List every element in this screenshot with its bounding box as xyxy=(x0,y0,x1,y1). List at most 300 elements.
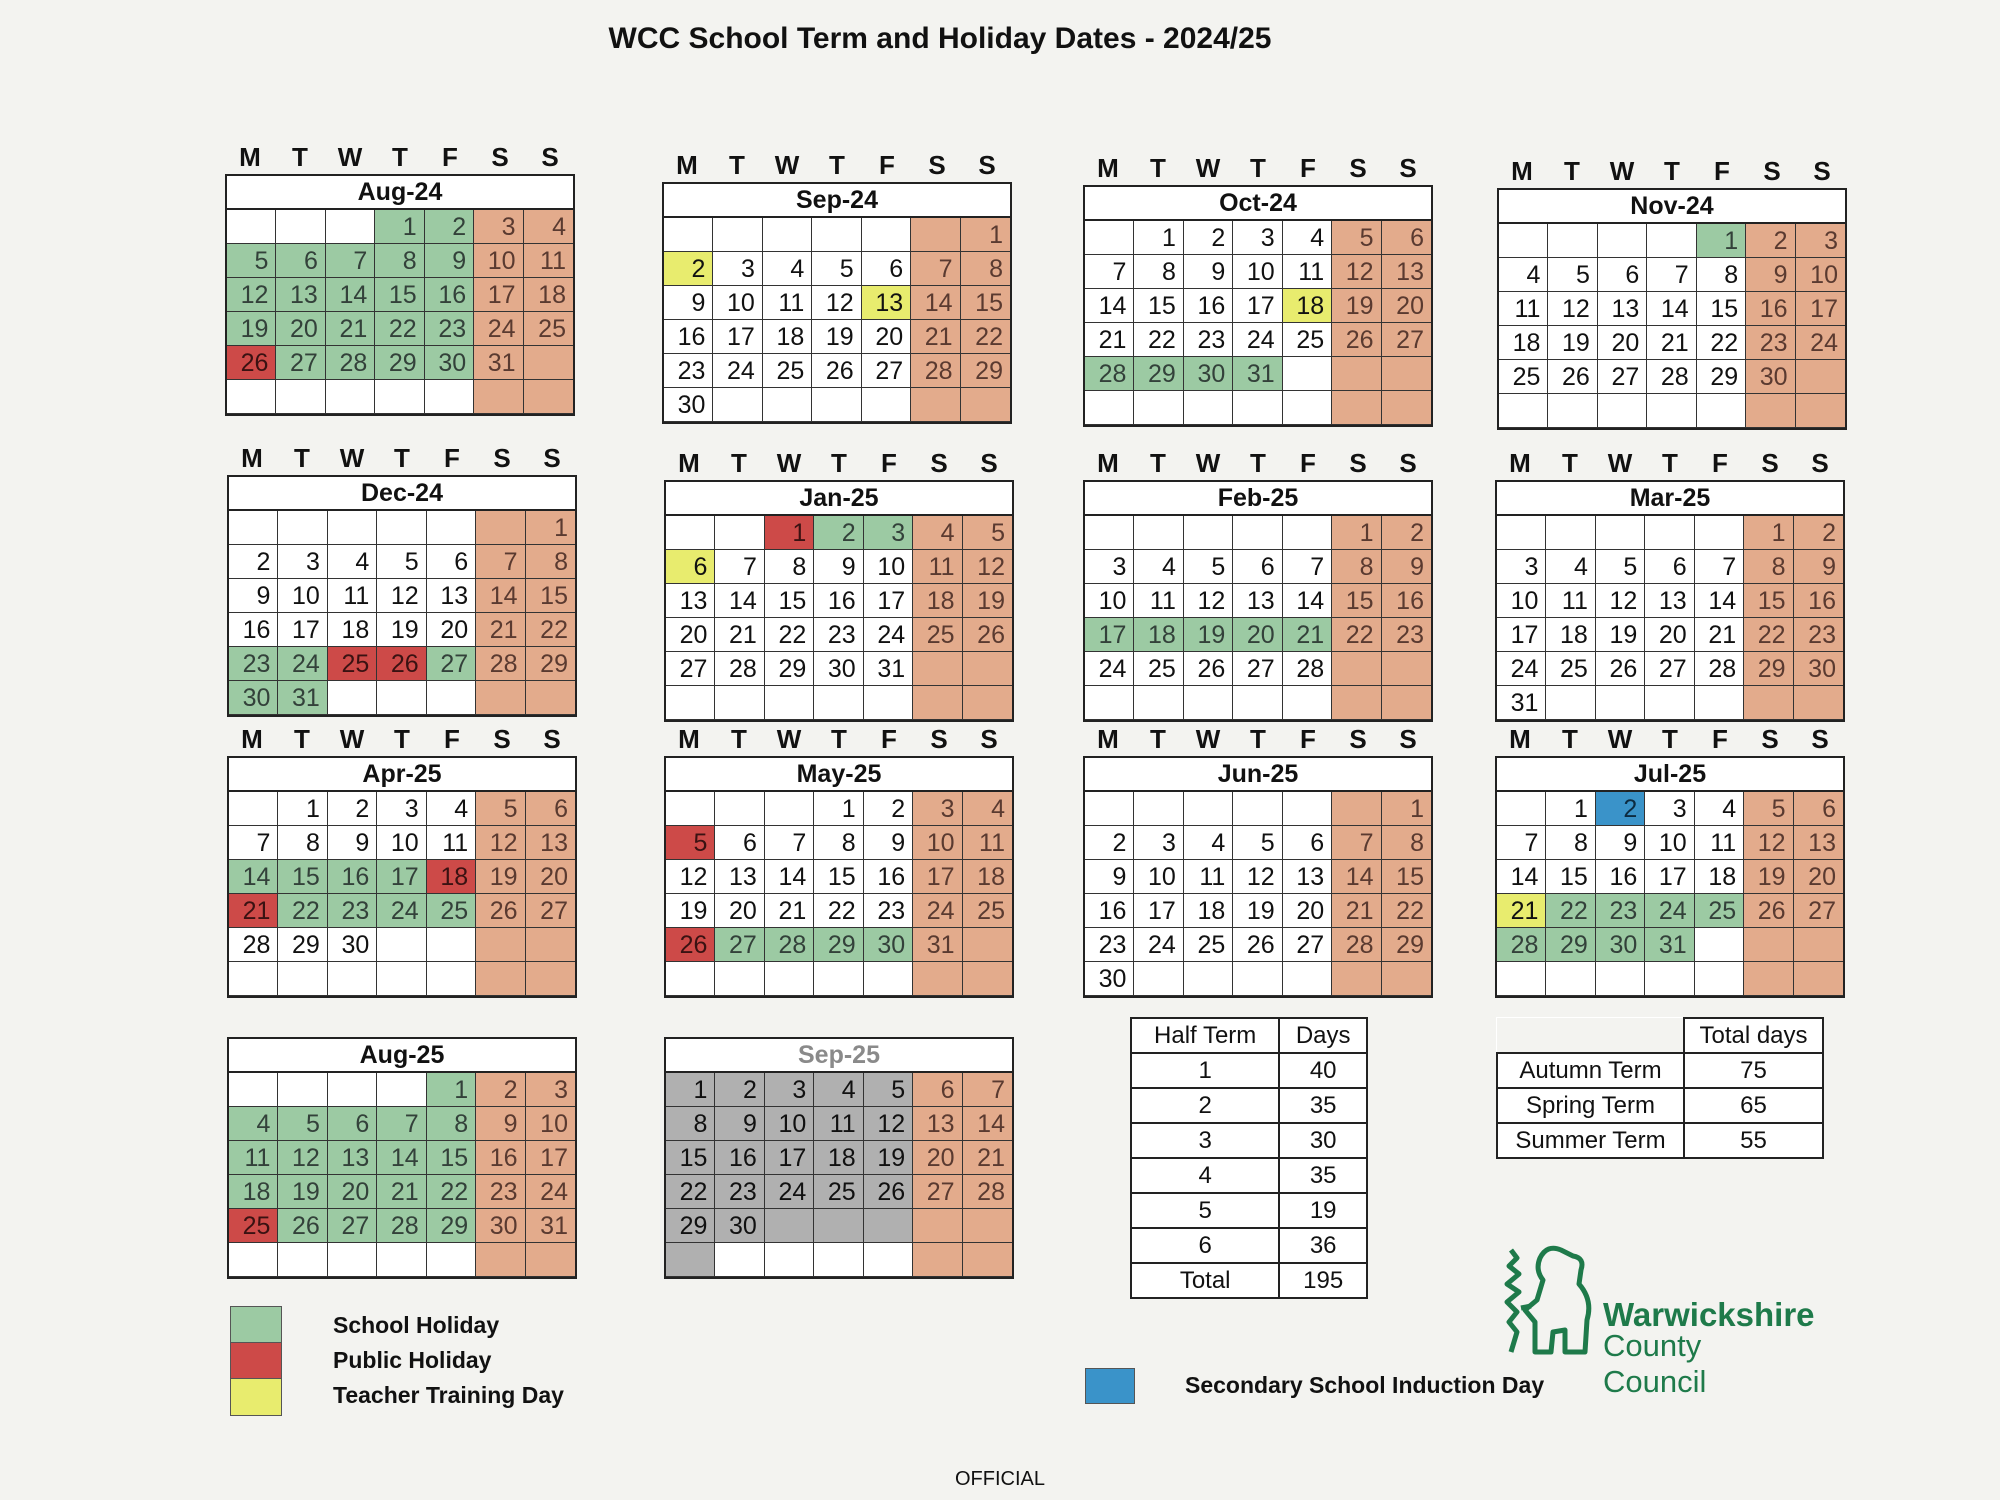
calendar-day: 12 xyxy=(476,826,525,860)
calendar-day: 14 xyxy=(715,584,764,618)
calendar-empty-cell xyxy=(328,1073,377,1107)
public-holiday-swatch xyxy=(230,1342,282,1380)
weekday-label: W xyxy=(1607,724,1633,754)
induction-day-swatch xyxy=(1085,1368,1135,1404)
calendar-day: 24 xyxy=(713,354,762,388)
calendar-day: 27 xyxy=(1382,323,1431,357)
calendar-day: 23 xyxy=(1085,928,1134,962)
weekday-label: W xyxy=(1195,448,1221,478)
calendar-day: 28 xyxy=(963,1175,1012,1209)
term-name-cell: Summer Term xyxy=(1497,1123,1684,1158)
calendar-day: 24 xyxy=(474,312,523,346)
calendar-empty-cell xyxy=(427,511,476,545)
calendar-empty-cell xyxy=(1332,391,1381,425)
calendar-day: 28 xyxy=(326,346,375,380)
calendar-day: 5 xyxy=(1184,550,1233,584)
calendar-day: 13 xyxy=(1794,826,1843,860)
calendar-empty-cell xyxy=(666,1243,715,1277)
calendar-day: 6 xyxy=(427,545,476,579)
calendar-day: 26 xyxy=(666,928,715,962)
calendar-day: 6 xyxy=(666,550,715,584)
month-title: Jul-25 xyxy=(1497,758,1843,792)
calendar-day: 25 xyxy=(524,312,573,346)
days-cell: 19 xyxy=(1279,1193,1367,1228)
calendar-day: 20 xyxy=(862,320,911,354)
calendar-day: 29 xyxy=(1546,928,1595,962)
calendar-day: 3 xyxy=(864,516,913,550)
calendar-empty-cell xyxy=(666,792,715,826)
calendar-empty-cell xyxy=(1184,391,1233,425)
weekday-label: S xyxy=(1349,448,1367,478)
calendar-empty-cell xyxy=(526,681,575,715)
calendar-empty-cell xyxy=(1233,962,1282,996)
calendar-day: 31 xyxy=(1645,928,1694,962)
calendar-day: 14 xyxy=(377,1141,426,1175)
calendar-day: 4 xyxy=(328,545,377,579)
calendar-day: 6 xyxy=(715,826,764,860)
calendar-day: 11 xyxy=(1134,584,1183,618)
calendar-day: 17 xyxy=(526,1141,575,1175)
calendar-day: 2 xyxy=(814,516,863,550)
calendar-day: 18 xyxy=(963,860,1012,894)
days-cell: 40 xyxy=(1279,1053,1367,1088)
calendar-empty-cell xyxy=(278,1243,327,1277)
calendar-day: 13 xyxy=(1283,860,1332,894)
calendar-empty-cell xyxy=(814,1243,863,1277)
month-calendar xyxy=(664,756,1014,998)
calendar-day: 11 xyxy=(524,244,573,278)
month-jan-25 xyxy=(664,446,1014,722)
calendar-empty-cell xyxy=(913,1209,962,1243)
month-dec-24 xyxy=(227,441,577,717)
calendar-day: 14 xyxy=(911,286,960,320)
calendar-day: 26 xyxy=(1184,652,1233,686)
calendar-empty-cell xyxy=(1283,686,1332,720)
calendar-empty-cell xyxy=(765,792,814,826)
calendar-empty-cell xyxy=(377,928,426,962)
calendar-day: 24 xyxy=(765,1175,814,1209)
weekday-label: F xyxy=(1300,153,1316,183)
weekday-label: F xyxy=(444,724,460,754)
induction-day-label: Secondary School Induction Day xyxy=(1185,1372,1545,1398)
calendar-day: 27 xyxy=(862,354,911,388)
calendar-day: 18 xyxy=(524,278,573,312)
half-term-cell: 2 xyxy=(1131,1088,1279,1123)
calendar-day: 9 xyxy=(814,550,863,584)
month-calendar xyxy=(662,182,1012,424)
calendar-day: 6 xyxy=(1794,792,1843,826)
calendar-empty-cell xyxy=(328,1243,377,1277)
footer-classification: OFFICIAL xyxy=(954,1468,1045,1490)
month-calendar xyxy=(664,480,1014,722)
calendar-day: 18 xyxy=(1695,860,1744,894)
calendar-day: 15 xyxy=(1697,292,1746,326)
calendar-day: 14 xyxy=(1647,292,1696,326)
term-days-cell: 75 xyxy=(1684,1053,1823,1088)
calendar-day: 13 xyxy=(1382,255,1431,289)
calendar-day: 6 xyxy=(1645,550,1694,584)
calendar-day: 3 xyxy=(278,545,327,579)
weekday-label: M xyxy=(1509,724,1531,754)
calendar-day: 25 xyxy=(1283,323,1332,357)
month-oct-24 xyxy=(1083,151,1433,427)
calendar-day: 18 xyxy=(1134,618,1183,652)
calendar-day: 9 xyxy=(1085,860,1134,894)
weekday-label: S xyxy=(1811,448,1829,478)
calendar-day: 20 xyxy=(1283,894,1332,928)
calendar-day: 7 xyxy=(1283,550,1332,584)
weekday-label: W xyxy=(339,443,365,473)
month-calendar xyxy=(1083,480,1433,722)
calendar-day: 29 xyxy=(814,928,863,962)
calendar-day: 22 xyxy=(961,320,1010,354)
calendar-day: 16 xyxy=(476,1141,525,1175)
calendar-day: 23 xyxy=(476,1175,525,1209)
days-header: Days xyxy=(1279,1018,1367,1053)
calendar-empty-cell xyxy=(526,928,575,962)
calendar-day: 2 xyxy=(664,252,713,286)
weekday-header xyxy=(664,722,1014,756)
calendar-empty-cell xyxy=(963,1209,1012,1243)
calendar-empty-cell xyxy=(427,1243,476,1277)
term-days-cell: 65 xyxy=(1684,1088,1823,1123)
weekday-label: F xyxy=(881,448,897,478)
calendar-day: 27 xyxy=(1645,652,1694,686)
weekday-header xyxy=(1083,151,1433,185)
weekday-label: S xyxy=(1811,724,1829,754)
calendar-day: 24 xyxy=(864,618,913,652)
calendar-empty-cell xyxy=(377,1073,426,1107)
calendar-day: 25 xyxy=(1134,652,1183,686)
calendar-day: 23 xyxy=(229,647,278,681)
month-title: Apr-25 xyxy=(229,758,575,792)
weekday-label: F xyxy=(444,443,460,473)
calendar-day: 30 xyxy=(425,346,474,380)
weekday-label: S xyxy=(1349,724,1367,754)
calendar-day: 26 xyxy=(476,894,525,928)
calendar-day: 12 xyxy=(1548,292,1597,326)
calendar-day: 27 xyxy=(526,894,575,928)
weekday-label: T xyxy=(1150,724,1166,754)
month-feb-25 xyxy=(1083,446,1433,722)
calendar-day: 7 xyxy=(765,826,814,860)
calendar-empty-cell xyxy=(1184,792,1233,826)
calendar-empty-cell xyxy=(1332,357,1381,391)
calendar-day: 16 xyxy=(229,613,278,647)
month-calendar xyxy=(227,475,577,717)
weekday-label: T xyxy=(1562,724,1578,754)
calendar-empty-cell xyxy=(666,686,715,720)
calendar-day: 3 xyxy=(1645,792,1694,826)
calendar-day: 5 xyxy=(1233,826,1282,860)
weekday-label: T xyxy=(394,443,410,473)
calendar-empty-cell xyxy=(1596,962,1645,996)
calendar-empty-cell xyxy=(715,1243,764,1277)
calendar-day: 12 xyxy=(278,1141,327,1175)
weekday-label: S xyxy=(1813,156,1831,186)
calendar-day: 30 xyxy=(1184,357,1233,391)
calendar-empty-cell xyxy=(1184,686,1233,720)
calendar-day: 21 xyxy=(1647,326,1696,360)
calendar-day: 20 xyxy=(276,312,325,346)
weekday-label: T xyxy=(1562,448,1578,478)
calendar-day: 13 xyxy=(1233,584,1282,618)
calendar-day: 4 xyxy=(229,1107,278,1141)
calendar-empty-cell xyxy=(476,1243,525,1277)
calendar-day: 17 xyxy=(1233,289,1282,323)
calendar-empty-cell xyxy=(1695,686,1744,720)
calendar-day: 24 xyxy=(1497,652,1546,686)
weekday-label: S xyxy=(543,443,561,473)
calendar-day: 23 xyxy=(715,1175,764,1209)
weekday-label: W xyxy=(774,150,800,180)
calendar-day: 22 xyxy=(1744,618,1793,652)
calendar-empty-cell xyxy=(1744,686,1793,720)
calendar-day: 21 xyxy=(229,894,278,928)
calendar-day: 23 xyxy=(1184,323,1233,357)
calendar-day: 8 xyxy=(1382,826,1431,860)
calendar-day: 21 xyxy=(963,1141,1012,1175)
calendar-empty-cell xyxy=(1645,686,1694,720)
weekday-header xyxy=(1495,446,1845,480)
half-term-cell: 5 xyxy=(1131,1193,1279,1228)
calendar-empty-cell xyxy=(474,380,523,414)
calendar-day: 17 xyxy=(1134,894,1183,928)
calendar-day: 4 xyxy=(963,792,1012,826)
calendar-day: 3 xyxy=(1796,224,1845,258)
weekday-label: W xyxy=(1195,724,1221,754)
calendar-day: 4 xyxy=(1695,792,1744,826)
calendar-empty-cell xyxy=(1332,652,1381,686)
calendar-empty-cell xyxy=(715,962,764,996)
calendar-day: 26 xyxy=(812,354,861,388)
calendar-day: 19 xyxy=(1596,618,1645,652)
weekday-label: S xyxy=(543,724,561,754)
calendar-day: 26 xyxy=(1548,360,1597,394)
calendar-day: 30 xyxy=(814,652,863,686)
calendar-empty-cell xyxy=(526,1243,575,1277)
month-apr-25 xyxy=(227,722,577,998)
calendar-day: 14 xyxy=(1497,860,1546,894)
calendar-empty-cell xyxy=(715,516,764,550)
calendar-empty-cell xyxy=(328,511,377,545)
calendar-day: 27 xyxy=(1794,894,1843,928)
weekday-label: T xyxy=(1662,448,1678,478)
calendar-empty-cell xyxy=(276,380,325,414)
weekday-label: M xyxy=(1511,156,1533,186)
calendar-day: 12 xyxy=(377,579,426,613)
half-term-table xyxy=(1130,1017,1368,1299)
calendar-day: 8 xyxy=(278,826,327,860)
weekday-label: F xyxy=(881,724,897,754)
calendar-day: 11 xyxy=(1546,584,1595,618)
calendar-day: 9 xyxy=(328,826,377,860)
calendar-day: 20 xyxy=(1794,860,1843,894)
month-aug-25 xyxy=(227,1003,577,1279)
month-nov-24 xyxy=(1497,154,1847,430)
calendar-day: 8 xyxy=(814,826,863,860)
calendar-day: 26 xyxy=(1596,652,1645,686)
calendar-day: 8 xyxy=(1332,550,1381,584)
calendar-day: 19 xyxy=(1332,289,1381,323)
calendar-day: 6 xyxy=(862,252,911,286)
calendar-day: 12 xyxy=(1744,826,1793,860)
weekday-label: W xyxy=(339,724,365,754)
half-term-cell: 3 xyxy=(1131,1123,1279,1158)
calendar-day: 7 xyxy=(911,252,960,286)
weekday-label: W xyxy=(776,448,802,478)
calendar-day: 16 xyxy=(715,1141,764,1175)
weekday-label: M xyxy=(1097,448,1119,478)
calendar-empty-cell xyxy=(1283,792,1332,826)
calendar-day: 17 xyxy=(278,613,327,647)
calendar-empty-cell xyxy=(765,962,814,996)
term-name-cell: Spring Term xyxy=(1497,1088,1684,1123)
calendar-empty-cell xyxy=(1796,394,1845,428)
calendar-empty-cell xyxy=(427,681,476,715)
calendar-day: 15 xyxy=(814,860,863,894)
calendar-day: 31 xyxy=(1233,357,1282,391)
weekday-label: S xyxy=(1399,448,1417,478)
calendar-day: 16 xyxy=(1382,584,1431,618)
calendar-day: 25 xyxy=(963,894,1012,928)
weekday-label: T xyxy=(1250,448,1266,478)
calendar-day: 6 xyxy=(913,1073,962,1107)
calendar-day: 25 xyxy=(913,618,962,652)
calendar-day: 12 xyxy=(1596,584,1645,618)
calendar-day: 19 xyxy=(476,860,525,894)
calendar-day: 28 xyxy=(1283,652,1332,686)
calendar-day: 30 xyxy=(1746,360,1795,394)
calendar-day: 23 xyxy=(664,354,713,388)
weekday-header xyxy=(1497,154,1847,188)
weekday-label: W xyxy=(337,142,363,172)
calendar-day: 26 xyxy=(377,647,426,681)
month-may-25 xyxy=(664,722,1014,998)
calendar-empty-cell xyxy=(911,388,960,422)
calendar-day: 18 xyxy=(1499,326,1548,360)
calendar-day: 11 xyxy=(763,286,812,320)
calendar-day: 21 xyxy=(377,1175,426,1209)
calendar-day: 22 xyxy=(1546,894,1595,928)
calendar-day: 8 xyxy=(1134,255,1183,289)
month-calendar xyxy=(225,174,575,416)
public-holiday-label: Public Holiday xyxy=(333,1347,492,1373)
calendar-empty-cell xyxy=(1085,221,1134,255)
calendar-empty-cell xyxy=(666,516,715,550)
weekday-label: T xyxy=(1250,724,1266,754)
calendar-day: 13 xyxy=(526,826,575,860)
calendar-day: 14 xyxy=(1283,584,1332,618)
calendar-empty-cell xyxy=(1085,516,1134,550)
calendar-day: 6 xyxy=(1233,550,1282,584)
calendar-day: 26 xyxy=(864,1175,913,1209)
calendar-day: 9 xyxy=(425,244,474,278)
calendar-day: 22 xyxy=(814,894,863,928)
calendar-day: 30 xyxy=(1085,962,1134,996)
calendar-day: 30 xyxy=(664,388,713,422)
calendar-day: 1 xyxy=(1697,224,1746,258)
calendar-day: 24 xyxy=(526,1175,575,1209)
calendar-empty-cell xyxy=(425,380,474,414)
calendar-empty-cell xyxy=(229,792,278,826)
weekday-header xyxy=(227,722,577,756)
calendar-day: 1 xyxy=(278,792,327,826)
calendar-day: 24 xyxy=(1645,894,1694,928)
calendar-day: 1 xyxy=(375,210,424,244)
calendar-day: 2 xyxy=(328,792,377,826)
calendar-day: 30 xyxy=(328,928,377,962)
calendar-day: 2 xyxy=(1596,792,1645,826)
calendar-day: 29 xyxy=(666,1209,715,1243)
calendar-day: 11 xyxy=(913,550,962,584)
term-days-cell: 55 xyxy=(1684,1123,1823,1158)
weekday-label: S xyxy=(1349,153,1367,183)
calendar-empty-cell xyxy=(276,210,325,244)
month-sep-24 xyxy=(662,148,1012,424)
calendar-day: 7 xyxy=(1647,258,1696,292)
calendar-day: 27 xyxy=(1283,928,1332,962)
calendar-empty-cell xyxy=(765,1209,814,1243)
calendar-day: 18 xyxy=(814,1141,863,1175)
calendar-day: 7 xyxy=(1085,255,1134,289)
calendar-day: 26 xyxy=(963,618,1012,652)
calendar-day: 14 xyxy=(765,860,814,894)
calendar-day: 6 xyxy=(1283,826,1332,860)
weekday-header xyxy=(225,140,575,174)
calendar-day: 5 xyxy=(278,1107,327,1141)
calendar-day: 18 xyxy=(427,860,476,894)
calendar-day: 23 xyxy=(864,894,913,928)
weekday-label: T xyxy=(294,724,310,754)
calendar-empty-cell xyxy=(1085,391,1134,425)
calendar-day: 25 xyxy=(1499,360,1548,394)
calendar-day: 12 xyxy=(1184,584,1233,618)
calendar-empty-cell xyxy=(326,380,375,414)
calendar-day: 4 xyxy=(1134,550,1183,584)
weekday-label: F xyxy=(442,142,458,172)
calendar-empty-cell xyxy=(666,962,715,996)
half-term-total-label: Total xyxy=(1131,1263,1279,1298)
calendar-day: 21 xyxy=(476,613,525,647)
weekday-label: S xyxy=(1763,156,1781,186)
calendar-empty-cell xyxy=(864,686,913,720)
calendar-day: 13 xyxy=(1645,584,1694,618)
calendar-empty-cell xyxy=(1233,516,1282,550)
calendar-day: 19 xyxy=(377,613,426,647)
calendar-day: 14 xyxy=(326,278,375,312)
calendar-empty-cell xyxy=(1332,792,1381,826)
calendar-empty-cell xyxy=(1645,962,1694,996)
calendar-day: 13 xyxy=(427,579,476,613)
calendar-day: 22 xyxy=(1382,894,1431,928)
calendar-day: 29 xyxy=(526,647,575,681)
month-calendar xyxy=(227,756,577,998)
calendar-day: 28 xyxy=(1647,360,1696,394)
weekday-label: S xyxy=(980,724,998,754)
calendar-day: 2 xyxy=(1085,826,1134,860)
month-title: Mar-25 xyxy=(1497,482,1843,516)
calendar-day: 19 xyxy=(812,320,861,354)
calendar-day: 14 xyxy=(1085,289,1134,323)
calendar-empty-cell xyxy=(427,962,476,996)
calendar-day: 11 xyxy=(1695,826,1744,860)
calendar-day: 24 xyxy=(1233,323,1282,357)
calendar-day: 16 xyxy=(864,860,913,894)
calendar-day: 4 xyxy=(1499,258,1548,292)
calendar-day: 23 xyxy=(1794,618,1843,652)
calendar-day: 2 xyxy=(1382,516,1431,550)
